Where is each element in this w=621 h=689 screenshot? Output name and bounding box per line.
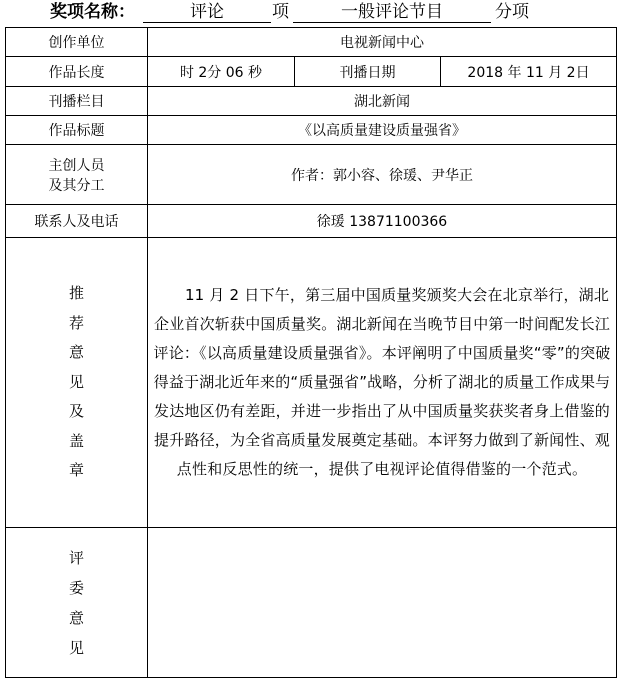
judges-opinion-field[interactable] (148, 528, 617, 678)
unit-value: 电视新闻中心 (148, 28, 617, 57)
award-header (0, 0, 621, 26)
entry-form-table (5, 27, 617, 678)
date-value: 2018 年 11 月 2日 (441, 57, 617, 87)
column-label: 刊播栏目 (6, 87, 148, 116)
judges-label-char: 委 (68, 578, 84, 597)
judges-label-char: 见 (68, 638, 84, 657)
length-value: 时 2分 06 秒 (148, 57, 295, 87)
work-title-label: 作品标题 (6, 116, 148, 145)
award-title-label: 奖项名称： (50, 2, 135, 22)
work-title-value: 《以高质量建设质量强省》 (148, 116, 617, 145)
award-category-suffix: 项 (272, 2, 289, 22)
contact-value: 徐瑗 13871100366 (148, 205, 617, 238)
recommendation-row (6, 238, 617, 528)
creators-value: 作者：郭小容、徐瑗、尹华正 (148, 145, 617, 205)
recommendation-label-char: 章 (68, 461, 84, 480)
award-subcategory-suffix: 分项 (495, 2, 529, 22)
recommendation-label-char: 及 (68, 402, 84, 421)
award-category-field: 评论 (143, 0, 271, 23)
recommendation-label-char: 意 (68, 343, 84, 362)
title-row (6, 116, 617, 145)
creators-label-line1: 主创人员 (48, 157, 105, 174)
contact-label: 联系人及电话 (6, 205, 148, 238)
recommendation-label-char: 盖 (68, 431, 84, 450)
column-row (6, 87, 617, 116)
creators-row (6, 145, 617, 205)
judges-label-char: 意 (68, 608, 84, 627)
judges-label (6, 528, 148, 678)
creators-label-line2: 及其分工 (48, 177, 105, 194)
date-label: 刊播日期 (295, 57, 441, 87)
length-row (6, 57, 617, 87)
recommendation-label-char: 推 (68, 284, 84, 303)
column-value: 湖北新闻 (148, 87, 617, 116)
recommendation-label-char: 荐 (68, 313, 84, 332)
recommendation-label-char: 见 (68, 372, 84, 391)
contact-row (6, 205, 617, 238)
unit-row (6, 28, 617, 57)
recommendation-text: 11 月 2 日下午，第三届中国质量奖颁奖大会在北京举行，湖北企业首次斩获中国质量奖。湖北新闻在当晚节目中第一时间配发长江评论：《以高质量建设质量强省》。本评阐明了中国质量奖“零”的突破得益于湖北近年来的“质量强省”战略，分析了湖北的质量工作成果与发达地区仍有差距，并进一步指出了从中国质量奖获奖者身上借鉴的提升路径，为全省高质量发展奠定基础。本评努力做到了新闻性、观点性和反思性的统一，提供了电视评论值得借鉴的一个范式。 (148, 238, 617, 528)
creators-label (6, 145, 148, 205)
judges-label-char: 评 (68, 548, 84, 567)
unit-label: 创作单位 (6, 28, 148, 57)
judges-row (6, 528, 617, 678)
award-subcategory-field: 一般评论节目 (293, 0, 491, 23)
recommendation-label (6, 238, 148, 528)
length-label: 作品长度 (6, 57, 148, 87)
